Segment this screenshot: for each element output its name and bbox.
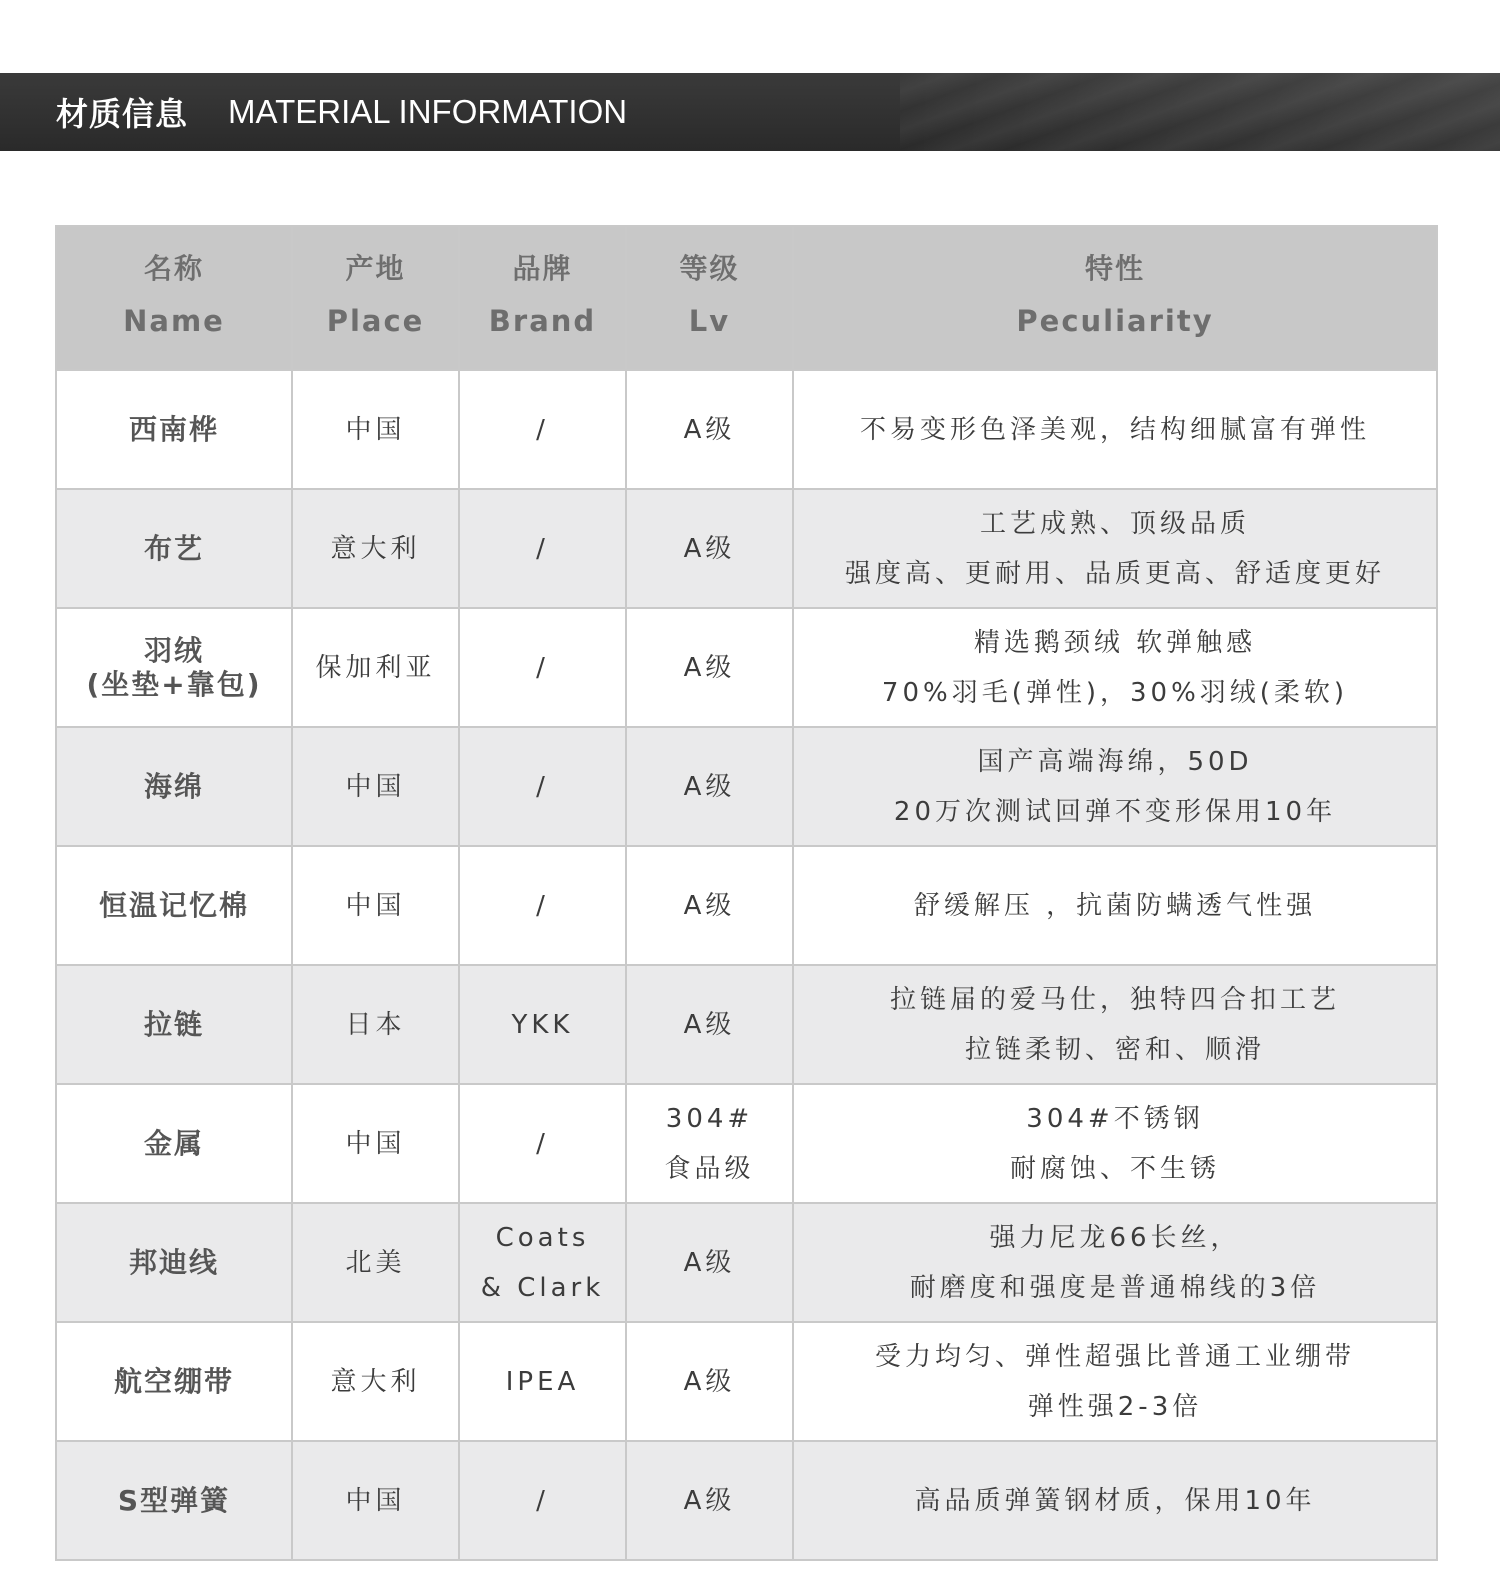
cell-feature <box>793 1084 1437 1203</box>
cell-brand <box>459 1084 626 1203</box>
cell-feature-line: 强度高、更耐用、品质更高、舒适度更好 <box>844 558 1385 589</box>
cell-level-line: 食品级 <box>664 1153 755 1184</box>
column-header-cn: 特性 <box>1084 252 1145 285</box>
cell-brand <box>459 1203 626 1322</box>
table-row <box>56 370 1437 489</box>
cell-feature-line: 304#不锈钢 <box>1026 1103 1204 1134</box>
cell-brand-line: / <box>536 414 549 445</box>
cell-place: 北美 <box>292 1203 459 1322</box>
cell-feature <box>793 965 1437 1084</box>
cell-feature-line: 舒缓解压 ，抗菌防螨透气性强 <box>913 890 1317 921</box>
cell-brand-line: YKK <box>511 1009 574 1040</box>
cell-level <box>626 1084 793 1203</box>
cell-feature <box>793 489 1437 608</box>
column-header-en: Name <box>123 304 225 338</box>
cell-feature-line: 耐磨度和强度是普通棉线的3倍 <box>909 1272 1321 1303</box>
cell-feature <box>793 1322 1437 1441</box>
cell-brand-line: / <box>536 1485 549 1516</box>
cell-feature-line: 高品质弹簧钢材质，保用10年 <box>914 1485 1316 1516</box>
cell-brand <box>459 1322 626 1441</box>
cell-brand-line: / <box>536 652 549 683</box>
cell-place: 中国 <box>292 1441 459 1560</box>
cell-name <box>56 727 292 846</box>
column-header-en: Place <box>326 304 425 338</box>
column-header-cn: 名称 <box>143 252 204 285</box>
cell-brand <box>459 846 626 965</box>
cell-level-line: A级 <box>683 890 736 921</box>
table-row <box>56 489 1437 608</box>
cell-level <box>626 1322 793 1441</box>
column-header-feature <box>793 226 1437 370</box>
cell-name-line: 布艺 <box>143 531 204 565</box>
cell-place: 意大利 <box>292 1322 459 1441</box>
cell-level-line: A级 <box>683 533 736 564</box>
cell-level-line: A级 <box>683 771 736 802</box>
cell-feature-line: 强力尼龙66长丝， <box>989 1222 1241 1253</box>
cell-feature <box>793 1203 1437 1322</box>
cell-name-line: 海绵 <box>143 769 204 803</box>
cell-level-line: A级 <box>683 414 736 445</box>
cell-level-line: A级 <box>683 1485 736 1516</box>
cell-name <box>56 1441 292 1560</box>
cell-place: 中国 <box>292 846 459 965</box>
cell-level <box>626 370 793 489</box>
cell-level <box>626 727 793 846</box>
table-row <box>56 1441 1437 1560</box>
cell-name <box>56 370 292 489</box>
cell-brand <box>459 965 626 1084</box>
cell-brand <box>459 370 626 489</box>
cell-place: 中国 <box>292 1084 459 1203</box>
column-header-name <box>56 226 292 370</box>
cell-level-line: A级 <box>683 1366 736 1397</box>
cell-brand-line: & Clark <box>480 1272 605 1303</box>
cell-name-line: S型弹簧 <box>117 1483 231 1517</box>
cell-feature-line: 70%羽毛(弹性)，30%羽绒(柔软) <box>881 677 1349 708</box>
banner-texture <box>900 73 1500 151</box>
cell-brand-line: / <box>536 771 549 802</box>
cell-name <box>56 846 292 965</box>
table-row <box>56 846 1437 965</box>
cell-feature-line: 精选鹅颈绒 软弹触感 <box>973 627 1257 658</box>
column-header-level <box>626 226 793 370</box>
table-row <box>56 1203 1437 1322</box>
table-header-row <box>56 226 1437 370</box>
cell-level-line: A级 <box>683 652 736 683</box>
cell-feature <box>793 608 1437 727</box>
column-header-en: Peculiarity <box>1016 304 1214 338</box>
cell-name <box>56 965 292 1084</box>
cell-brand-line: Coats <box>495 1222 590 1253</box>
cell-name-line: 拉链 <box>143 1007 204 1041</box>
cell-level <box>626 608 793 727</box>
cell-level-line: A级 <box>683 1009 736 1040</box>
cell-name <box>56 489 292 608</box>
cell-brand <box>459 608 626 727</box>
cell-feature <box>793 727 1437 846</box>
cell-level <box>626 489 793 608</box>
cell-feature-line: 国产高端海绵，50D <box>977 746 1253 777</box>
cell-place: 意大利 <box>292 489 459 608</box>
cell-feature <box>793 370 1437 489</box>
cell-name <box>56 1322 292 1441</box>
cell-level <box>626 846 793 965</box>
cell-brand-line: IPEA <box>505 1366 580 1397</box>
cell-name-line: 羽绒 <box>143 633 204 667</box>
cell-brand <box>459 727 626 846</box>
cell-feature-line: 拉链柔韧、密和、顺滑 <box>964 1034 1265 1065</box>
cell-brand-line: / <box>536 1128 549 1159</box>
column-header-en: Brand <box>488 304 597 338</box>
cell-name <box>56 1203 292 1322</box>
section-title <box>56 73 627 151</box>
cell-place: 中国 <box>292 727 459 846</box>
cell-name-line: 金属 <box>143 1126 204 1160</box>
cell-brand <box>459 1441 626 1560</box>
table-body <box>56 370 1437 1560</box>
cell-name-line: 西南桦 <box>128 412 219 446</box>
table-row <box>56 965 1437 1084</box>
cell-name-line: 邦迪线 <box>128 1245 219 1279</box>
cell-level <box>626 1441 793 1560</box>
cell-feature-line: 拉链届的爱马仕，独特四合扣工艺 <box>889 984 1340 1015</box>
cell-level-line: A级 <box>683 1247 736 1278</box>
cell-place: 保加利亚 <box>292 608 459 727</box>
cell-name-line: 恒温记忆棉 <box>98 888 249 922</box>
cell-feature-line: 弹性强2-3倍 <box>1027 1391 1203 1422</box>
cell-feature-line: 工艺成熟、顶级品质 <box>979 508 1250 539</box>
column-header-place <box>292 226 459 370</box>
column-header-cn: 产地 <box>345 252 406 285</box>
cell-level-line: 304# <box>665 1103 754 1134</box>
cell-name-line: (坐垫+靠包) <box>86 667 262 701</box>
cell-feature-line: 20万次测试回弹不变形保用10年 <box>893 796 1337 827</box>
table-row <box>56 1084 1437 1203</box>
section-title-en: MATERIAL INFORMATION <box>228 93 628 130</box>
cell-brand-line: / <box>536 890 549 921</box>
column-header-en: Lv <box>688 304 731 338</box>
column-header-brand <box>459 226 626 370</box>
column-header-cn: 品牌 <box>512 252 573 285</box>
cell-name-line: 航空绷带 <box>113 1364 234 1398</box>
cell-feature <box>793 1441 1437 1560</box>
cell-place: 中国 <box>292 370 459 489</box>
cell-feature-line: 耐腐蚀、不生锈 <box>1009 1153 1220 1184</box>
cell-feature-line: 受力均匀、弹性超强比普通工业绷带 <box>874 1341 1355 1372</box>
section-banner <box>0 73 1500 151</box>
cell-level <box>626 965 793 1084</box>
cell-level <box>626 1203 793 1322</box>
cell-name <box>56 608 292 727</box>
cell-name <box>56 1084 292 1203</box>
cell-brand <box>459 489 626 608</box>
cell-feature <box>793 846 1437 965</box>
cell-feature-line: 不易变形色泽美观，结构细腻富有弹性 <box>859 414 1370 445</box>
section-title-cn: 材质信息 <box>56 95 189 133</box>
table-row <box>56 608 1437 727</box>
cell-brand-line: / <box>536 533 549 564</box>
column-header-cn: 等级 <box>679 252 740 285</box>
material-table <box>55 225 1438 1561</box>
table-row <box>56 1322 1437 1441</box>
cell-place: 日本 <box>292 965 459 1084</box>
table-row <box>56 727 1437 846</box>
